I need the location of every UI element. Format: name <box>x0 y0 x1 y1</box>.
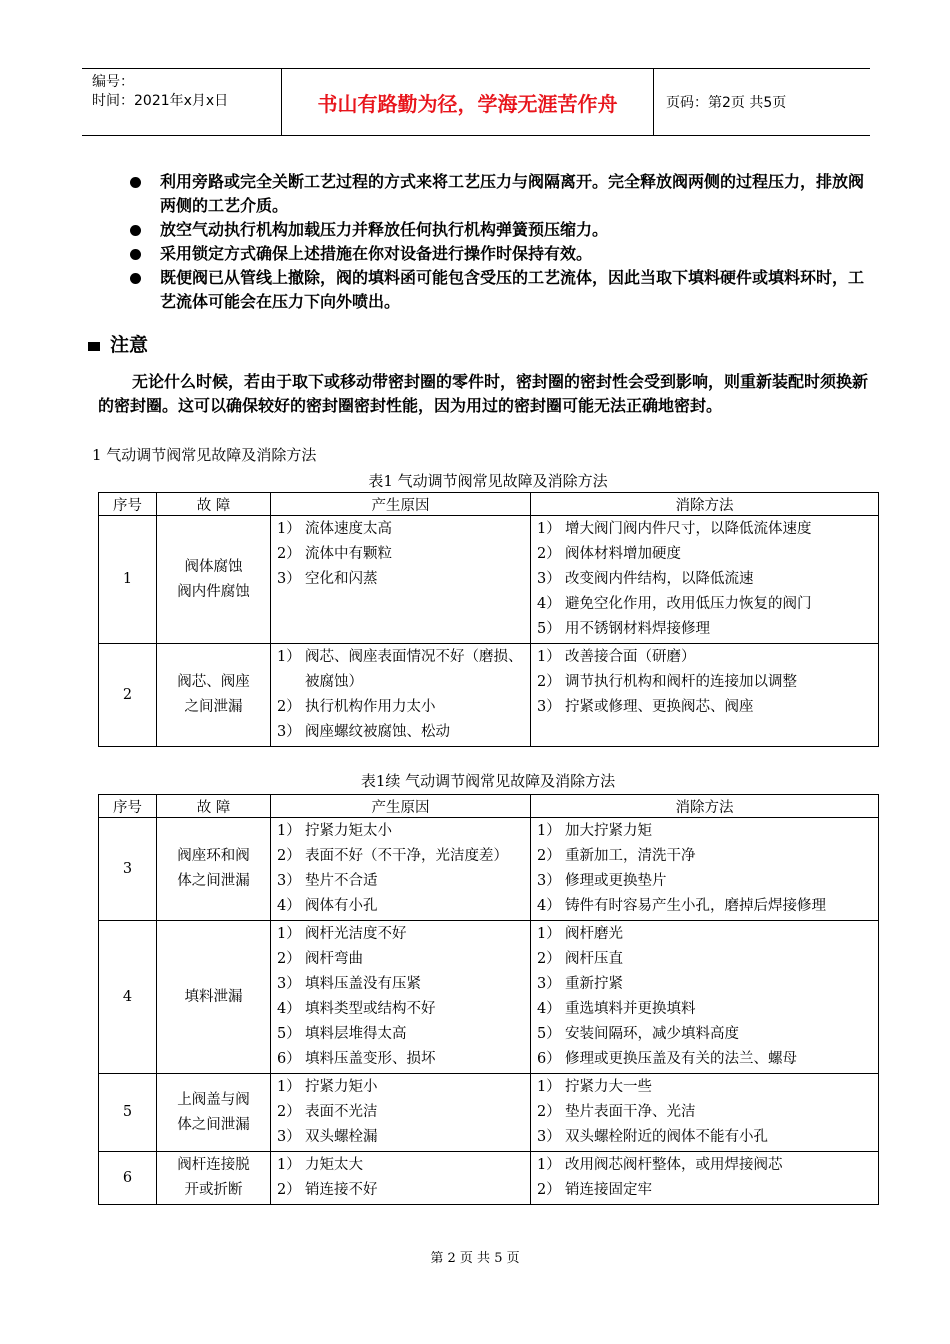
item-text: 阀体有小孔 <box>305 898 378 914</box>
item-text: 改变阀内件结构，以降低流速 <box>565 571 754 587</box>
fault-name: 阀座环和阀 体之间泄漏 <box>157 818 271 921</box>
item-number: 3） <box>277 873 301 889</box>
item-number: 1） <box>277 1157 301 1173</box>
item-number: 1） <box>537 649 561 665</box>
bullet-item: 既便阀已从管线上撤除，阀的填料函可能包含受压的工艺流体，因此当取下填料硬件或填料环时，工艺流体可能会在压力下向外喷出。 <box>130 266 870 314</box>
cause-item <box>277 1178 524 1203</box>
remedy-item <box>537 645 872 670</box>
square-bullet-icon <box>88 342 100 351</box>
table1-caption: 表1 气动调节阀常见故障及消除方法 <box>368 472 608 490</box>
item-number: 3） <box>537 699 561 715</box>
cause-item <box>277 645 524 695</box>
item-text: 阀杆磨光 <box>565 926 623 942</box>
cause-item <box>277 947 524 972</box>
item-text: 表面不光洁 <box>305 1104 378 1120</box>
cause-cell <box>271 1152 531 1205</box>
row-number: 3 <box>99 818 157 921</box>
item-number: 2） <box>537 951 561 967</box>
item-number: 4） <box>537 898 561 914</box>
remedy-item <box>537 695 872 720</box>
item-text: 填料压盖没有压紧 <box>305 976 421 992</box>
item-number: 3） <box>537 1129 561 1145</box>
remedy-item <box>537 844 872 869</box>
item-text: 阀座螺纹被腐蚀、松动 <box>305 724 450 740</box>
item-text: 拧紧或修理、更换阀芯、阀座 <box>565 699 754 715</box>
item-number: 2） <box>537 546 561 562</box>
item-text: 安装间隔环，减少填料高度 <box>565 1026 739 1042</box>
item-text: 调节执行机构和阀杆的连接加以调整 <box>565 674 797 690</box>
item-number: 1） <box>277 823 301 839</box>
item-text: 表面不好（不干净，光洁度差） <box>305 848 508 864</box>
item-number: 4） <box>277 898 301 914</box>
fault-name: 填料泄漏 <box>157 921 271 1074</box>
remedy-item <box>537 1100 872 1125</box>
item-text: 阀杆压直 <box>565 951 623 967</box>
item-text: 填料压盖变形、损坏 <box>305 1051 436 1067</box>
remedy-item <box>537 592 872 617</box>
item-text: 阀杆光洁度不好 <box>305 926 407 942</box>
table-row <box>99 921 879 1074</box>
item-text: 力矩太大 <box>305 1157 363 1173</box>
cause-item <box>277 720 524 745</box>
item-text: 拧紧力矩太小 <box>305 823 392 839</box>
item-number: 6） <box>277 1051 301 1067</box>
remedy-item <box>537 670 872 695</box>
bullet-dot-icon <box>130 273 141 284</box>
item-text: 垫片不合适 <box>305 873 378 889</box>
remedy-cell <box>531 644 879 747</box>
remedy-item <box>537 1153 872 1178</box>
remedy-cell <box>531 1074 879 1152</box>
section-heading: 1 气动调节阀常见故障及消除方法 <box>92 446 317 464</box>
cause-item <box>277 1047 524 1072</box>
item-text: 重选填料并更换填料 <box>565 1001 696 1017</box>
header-meta <box>82 69 282 135</box>
remedy-item <box>537 869 872 894</box>
item-text: 重新拧紧 <box>565 976 623 992</box>
bullet-item: 采用锁定方式确保上述措施在你对设备进行操作时保持有效。 <box>130 242 870 266</box>
item-text: 流体速度太高 <box>305 521 392 537</box>
row-number: 4 <box>99 921 157 1074</box>
item-text: 阀杆弯曲 <box>305 951 363 967</box>
item-number: 2） <box>277 1182 301 1198</box>
note-heading <box>88 330 148 357</box>
row-number: 6 <box>99 1152 157 1205</box>
item-number: 2） <box>277 1104 301 1120</box>
header-cause: 产生原因 <box>271 493 531 516</box>
remedy-item <box>537 997 872 1022</box>
cause-item <box>277 819 524 844</box>
item-number: 3） <box>537 976 561 992</box>
item-number: 5） <box>537 621 561 637</box>
note-title: 注意 <box>110 334 149 356</box>
item-number: 5） <box>277 1026 301 1042</box>
item-text: 空化和闪蒸 <box>305 571 378 587</box>
remedy-item <box>537 1178 872 1203</box>
table2-caption: 表1续 气动调节阀常见故障及消除方法 <box>360 772 616 790</box>
fault-name: 阀体腐蚀 阀内件腐蚀 <box>157 516 271 644</box>
remedy-item <box>537 1125 872 1150</box>
header-motto: 书山有路勤为径，学海无涯苦作舟 <box>282 69 654 135</box>
safety-bullet-list <box>130 170 870 314</box>
remedy-item <box>537 894 872 919</box>
item-number: 1） <box>277 1079 301 1095</box>
cause-cell <box>271 818 531 921</box>
item-text: 修理或更换垫片 <box>565 873 667 889</box>
item-text: 阀芯、阀座表面情况不好（磨损、被腐蚀） <box>305 649 523 690</box>
item-text: 改用阀芯阀杆整体，或用焊接阀芯 <box>565 1157 783 1173</box>
item-number: 3） <box>277 571 301 587</box>
table-row <box>99 818 879 921</box>
item-text: 阀体材料增加硬度 <box>565 546 681 562</box>
remedy-item <box>537 1075 872 1100</box>
item-text: 拧紧力矩小 <box>305 1079 378 1095</box>
cause-item <box>277 695 524 720</box>
row-number: 5 <box>99 1074 157 1152</box>
item-number: 4） <box>537 596 561 612</box>
remedy-cell <box>531 1152 879 1205</box>
item-number: 2） <box>537 1182 561 1198</box>
remedy-item <box>537 542 872 567</box>
remedy-item <box>537 972 872 997</box>
cause-item <box>277 1100 524 1125</box>
table-row <box>99 516 879 644</box>
row-number: 2 <box>99 644 157 747</box>
item-text: 销连接不好 <box>305 1182 378 1198</box>
item-text: 避免空化作用，改用低压力恢复的阀门 <box>565 596 812 612</box>
cause-item <box>277 869 524 894</box>
remedy-item <box>537 617 872 642</box>
remedy-item <box>537 947 872 972</box>
item-number: 1） <box>277 521 301 537</box>
bullet-dot-icon <box>130 249 141 260</box>
remedy-cell <box>531 818 879 921</box>
cause-cell <box>271 516 531 644</box>
bullet-dot-icon <box>130 225 141 236</box>
header-page-info: 页码：第2页 共5页 <box>666 95 787 111</box>
cause-item <box>277 567 524 592</box>
item-text: 增大阀门阀内件尺寸，以降低流体速度 <box>565 521 812 537</box>
item-number: 3） <box>277 1129 301 1145</box>
document-number-label: 编号： <box>92 74 134 90</box>
item-text: 重新加工，清洗干净 <box>565 848 696 864</box>
remedy-item <box>537 922 872 947</box>
item-number: 3） <box>537 873 561 889</box>
item-number: 1） <box>537 521 561 537</box>
header-remedy: 消除方法 <box>531 795 879 818</box>
item-number: 3） <box>277 724 301 740</box>
bullet-item: 放空气动执行机构加载压力并释放任何执行机构弹簧预压缩力。 <box>130 218 870 242</box>
cause-cell <box>271 1074 531 1152</box>
item-number: 1） <box>277 926 301 942</box>
cause-item <box>277 542 524 567</box>
table-row <box>99 1074 879 1152</box>
item-text: 填料类型或结构不好 <box>305 1001 436 1017</box>
fault-name: 阀杆连接脱 开或折断 <box>157 1152 271 1205</box>
cause-item <box>277 1153 524 1178</box>
header-number: 序号 <box>99 795 157 818</box>
cause-item <box>277 1022 524 1047</box>
item-text: 加大拧紧力矩 <box>565 823 652 839</box>
cause-item <box>277 1125 524 1150</box>
fault-table-2 <box>98 794 879 1205</box>
note-body: 无论什么时候，若由于取下或移动带密封圈的零件时，密封圈的密封性会受到影响，则重新装配时须换新的密封圈。这可以确保较好的密封圈密封性能，因为用过的密封圈可能无法正确地密封。 <box>98 372 869 415</box>
item-number: 3） <box>537 571 561 587</box>
cause-item <box>277 997 524 1022</box>
item-number: 1） <box>537 1157 561 1173</box>
bullet-item: 利用旁路或完全关断工艺过程的方式来将工艺压力与阀隔离开。完全释放阀两侧的过程压力，排放阀两侧的工艺介质。 <box>130 170 870 218</box>
page-header <box>82 68 870 136</box>
cause-cell <box>271 644 531 747</box>
item-number: 2） <box>537 848 561 864</box>
cause-item <box>277 922 524 947</box>
remedy-item <box>537 1022 872 1047</box>
item-number: 4） <box>537 1001 561 1017</box>
page-footer: 第 2 页 共 5 页 <box>430 1251 520 1266</box>
item-number: 5） <box>537 1026 561 1042</box>
item-text: 铸件有时容易产生小孔，磨掉后焊接修理 <box>565 898 826 914</box>
cause-cell <box>271 921 531 1074</box>
item-text: 垫片表面干净、光洁 <box>565 1104 696 1120</box>
item-number: 2） <box>537 1104 561 1120</box>
item-text: 改善接合面（研磨） <box>565 649 696 665</box>
cause-item <box>277 1075 524 1100</box>
item-number: 3） <box>277 976 301 992</box>
item-text: 双头螺栓附近的阀体不能有小孔 <box>565 1129 768 1145</box>
item-number: 2） <box>277 951 301 967</box>
remedy-item <box>537 517 872 542</box>
table-row <box>99 1152 879 1205</box>
remedy-cell <box>531 921 879 1074</box>
item-number: 1） <box>537 926 561 942</box>
item-text: 执行机构作用力太小 <box>305 699 436 715</box>
item-number: 4） <box>277 1001 301 1017</box>
cause-item <box>277 972 524 997</box>
cause-item <box>277 517 524 542</box>
fault-name: 上阀盖与阀 体之间泄漏 <box>157 1074 271 1152</box>
item-text: 流体中有颗粒 <box>305 546 392 562</box>
item-number: 1） <box>537 823 561 839</box>
remedy-item <box>537 1047 872 1072</box>
bullet-dot-icon <box>130 177 141 188</box>
header-fault: 故 障 <box>157 795 271 818</box>
header-remedy: 消除方法 <box>531 493 879 516</box>
cause-item <box>277 894 524 919</box>
item-number: 1） <box>277 649 301 665</box>
table-row <box>99 644 879 747</box>
remedy-item <box>537 819 872 844</box>
item-number: 2） <box>277 546 301 562</box>
item-number: 2） <box>537 674 561 690</box>
item-text: 修理或更换压盖及有关的法兰、螺母 <box>565 1051 797 1067</box>
header-number: 序号 <box>99 493 157 516</box>
item-text: 填料层堆得太高 <box>305 1026 407 1042</box>
item-text: 拧紧力大一些 <box>565 1079 652 1095</box>
header-fault: 故 障 <box>157 493 271 516</box>
remedy-cell <box>531 516 879 644</box>
header-cause: 产生原因 <box>271 795 531 818</box>
row-number: 1 <box>99 516 157 644</box>
fault-name: 阀芯、阀座 之间泄漏 <box>157 644 271 747</box>
item-number: 1） <box>537 1079 561 1095</box>
item-text: 销连接固定牢 <box>565 1182 652 1198</box>
item-number: 6） <box>537 1051 561 1067</box>
cause-item <box>277 844 524 869</box>
fault-table-1 <box>98 492 879 747</box>
remedy-item <box>537 567 872 592</box>
item-number: 2） <box>277 699 301 715</box>
item-number: 2） <box>277 848 301 864</box>
document-date: 时间：2021年x月x日 <box>92 93 229 109</box>
item-text: 用不锈钢材料焊接修理 <box>565 621 710 637</box>
item-text: 双头螺栓漏 <box>305 1129 378 1145</box>
